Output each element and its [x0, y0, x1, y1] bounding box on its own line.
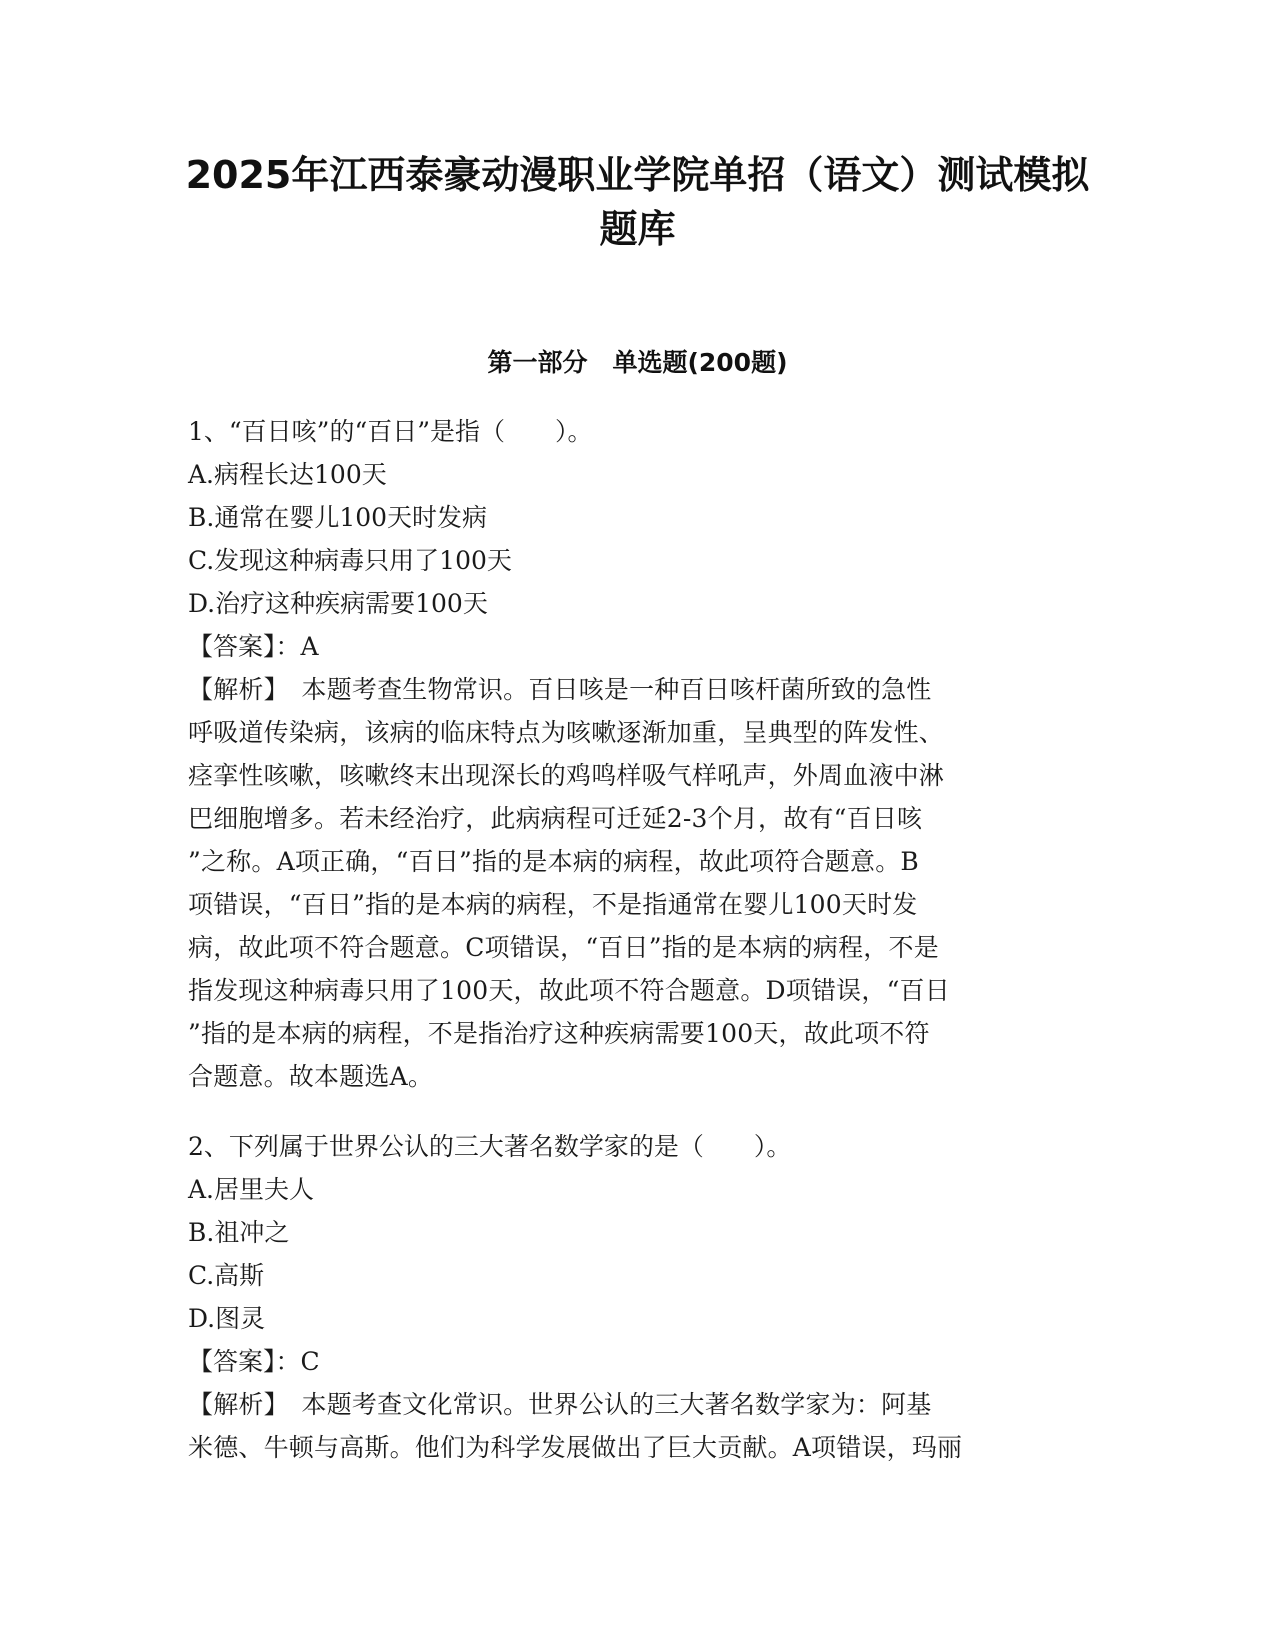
- question-list: [188, 410, 1088, 1469]
- question-spacer: [188, 1098, 1088, 1125]
- section-title: 第一部分 单选题(200题): [487, 348, 788, 377]
- explanation-line: 【解析】 本题考查文化常识。世界公认的三大著名数学家为：阿基: [188, 1390, 932, 1419]
- answer: 【答案】：A: [188, 632, 319, 661]
- explanation-line: 指发现这种病毒只用了100天，故此项不符合题意。D项错误，“百日: [188, 976, 950, 1005]
- option-a: A.病程长达100天: [188, 460, 387, 489]
- option-b: B.通常在婴儿100天时发病: [188, 503, 488, 532]
- question-1: [188, 410, 1088, 1098]
- explanation-line: 米德、牛顿与高斯。他们为科学发展做出了巨大贡献。A项错误，玛丽: [188, 1433, 963, 1462]
- document-title-line-1: 2025年江西泰豪动漫职业学院单招（语文）测试模拟: [185, 153, 1090, 197]
- explanation-line: 呼吸道传染病，该病的临床特点为咳嗽逐渐加重，呈典型的阵发性、: [188, 718, 945, 747]
- explanation-line: 痉挛性咳嗽，咳嗽终末出现深长的鸡鸣样吸气样吼声，外周血液中淋: [188, 761, 945, 790]
- explanation-line: 【解析】 本题考查生物常识。百日咳是一种百日咳杆菌所致的急性: [188, 675, 932, 704]
- explanation-line: ”指的是本病的病程，不是指治疗这种疾病需要100天，故此项不符: [188, 1019, 930, 1048]
- document-title-line-2: 题库: [599, 207, 676, 251]
- explanation-line: 项错误，“百日”指的是本病的病程，不是指通常在婴儿100天时发: [188, 890, 918, 919]
- question-stem: 2、下列属于世界公认的三大著名数学家的是（ ）。: [188, 1132, 792, 1161]
- question-2: [188, 1125, 1088, 1469]
- explanation-line: 病，故此项不符合题意。C项错误，“百日”指的是本病的病程，不是: [188, 933, 939, 962]
- question-stem: 1、“百日咳”的“百日”是指（ ）。: [188, 417, 593, 446]
- option-b: B.祖冲之: [188, 1218, 290, 1247]
- answer: 【答案】：C: [188, 1347, 320, 1376]
- document-title: [150, 148, 1125, 256]
- option-d: D.治疗这种疾病需要100天: [188, 589, 488, 618]
- option-a: A.居里夫人: [188, 1175, 315, 1204]
- explanation-line: ”之称。A项正确，“百日”指的是本病的病程，故此项符合题意。B: [188, 847, 919, 876]
- option-d: D.图灵: [188, 1304, 266, 1333]
- explanation-line: 巴细胞增多。若未经治疗，此病病程可迁延2-3个月，故有“百日咳: [188, 804, 923, 833]
- option-c: C.发现这种病毒只用了100天: [188, 546, 512, 575]
- option-c: C.高斯: [188, 1261, 265, 1290]
- explanation-line: 合题意。故本题选A。: [188, 1062, 434, 1091]
- explanation: [188, 668, 1088, 1098]
- explanation: [188, 1383, 1088, 1469]
